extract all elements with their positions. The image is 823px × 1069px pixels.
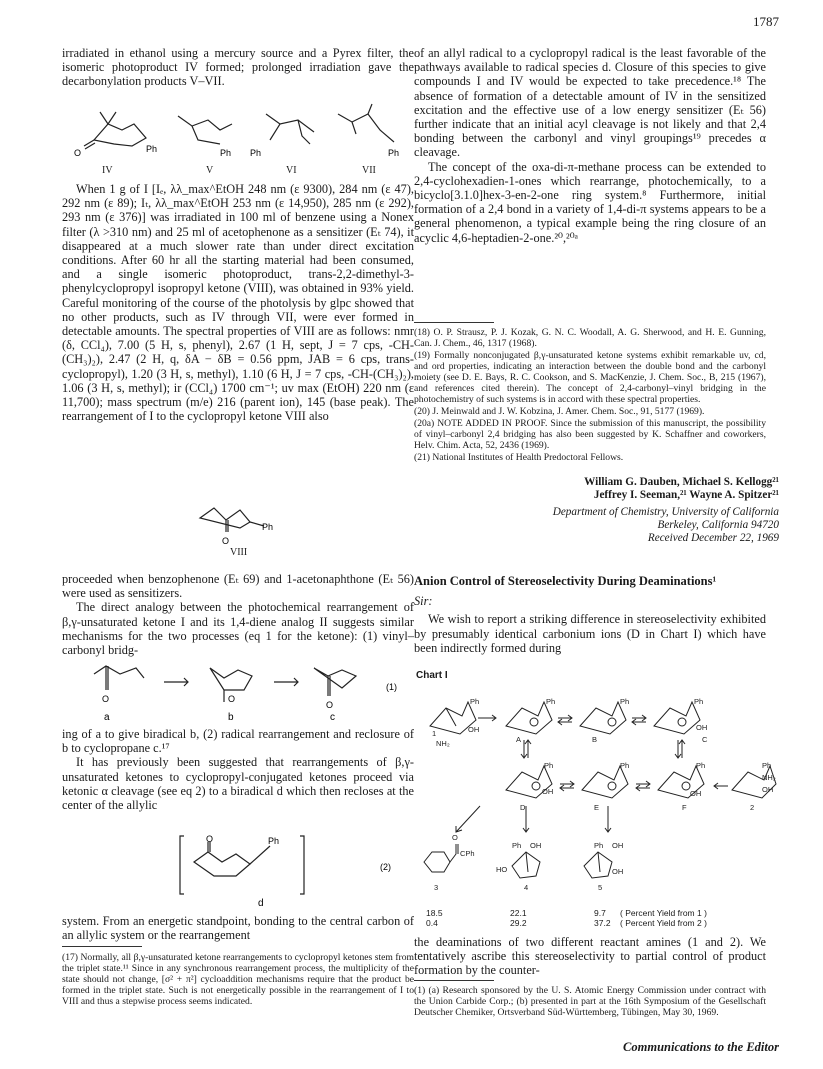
chart-i-scheme (416, 686, 778, 906)
chart-label: Ph (696, 761, 706, 770)
label-a: a (104, 712, 110, 723)
label-v: V (206, 165, 214, 176)
yield-cell: ( Percent Yield from 2 ) (620, 918, 707, 928)
label-ph: Ph (388, 148, 400, 158)
chart-label: HO (496, 865, 508, 874)
affiliation-line: Berkeley, California 94720 (657, 519, 779, 532)
left-top-text (62, 46, 414, 89)
chart-label: NH₂ (436, 739, 450, 748)
chart-label: OH (542, 787, 554, 796)
author-line: Jeffrey I. Seeman,²¹ Wayne A. Spitzer²¹ (593, 489, 779, 502)
page-footer: Communications to the Editor (623, 1040, 779, 1054)
author-line: William G. Dauben, Michael S. Kellogg²¹ (584, 476, 779, 488)
structures-iv-vii (70, 100, 415, 162)
paragraph: The concept of the oxa-di-π-methane process can be extended to 2,4-cyclohexadien-1-ones which rearrange, photochemically, to a bicyclo[3.1.0]hex-3-en-2-one ring system.⁸ Furthermore, initial formation of a 2,4 bond in a variety of 1,4-di-π systems appears to be a general phenomenon, a typical example being the ring closure of an acyclic 4,6-heptadien-2-one.²⁰,²⁰ᵃ (414, 159, 766, 245)
chart-label: OH (612, 841, 624, 850)
left-top-text-2 (62, 182, 414, 423)
chart-label: Ph (762, 761, 772, 770)
yield-cell: 37.2 (594, 918, 611, 928)
label-d: d (258, 898, 264, 908)
chart-label: OH (762, 785, 774, 794)
equation-2 (150, 830, 410, 908)
label-o: O (74, 148, 82, 158)
footnote: (20) J. Meinwald and J. W. Kobzina, J. Amer. Chem. Soc., 91, 5177 (1969). (414, 406, 705, 417)
chart-label: CPh (460, 849, 475, 858)
label-o: O (228, 694, 236, 704)
chart-label: 1 (432, 729, 437, 738)
paragraph: We wish to report a striking difference in stereoselectivity exhibited by presumably identical carbonium ions (D in Chart I) which have been indirectly formed during (414, 612, 766, 655)
footnote: (20a) NOTE ADDED IN PROOF. Since the submission of this manuscript, the possibility of vinyl–carbonyl 2,4 bridging has also been suggested by K. Schaffner and coworkers, Helv. Chim. Acta, 52, 2436 (1969). (414, 418, 766, 451)
chart-label: OH (690, 789, 702, 798)
chart-label: 3 (434, 883, 439, 892)
label-ph: Ph (220, 148, 232, 158)
footnote: (19) Formally nonconjugated β,γ-unsaturated ketone systems exhibit remarkable uv, cd, and ord properties, indicating an interaction between the double bond and the carbonyl moiety (see D. E. Bays, R. C. Cookson, and S. MacKenzie, J. Chem. Soc., B, 215 (1967), and references cited therein). The concept of 2,4-carbonyl–vinyl bridging in the photochemistry of such systems is in accord with these spectral properties. (414, 350, 766, 405)
left-bottom-text-3 (62, 914, 414, 942)
left-bottom-text-2 (62, 727, 414, 812)
label-vii: VII (362, 165, 376, 176)
paragraph: It has previously been suggested that rearrangements of β,γ-unsaturated ketones to cyclopropyl-conjugated ketones proceed via ketonic α cleavage (see eq 2) to a biradical d which then recloses at the center of the allylic (62, 755, 414, 813)
right-top-text (414, 46, 766, 245)
chart-label: Ph (594, 841, 604, 850)
chart-label: Ph (694, 697, 704, 706)
label-c: c (330, 712, 335, 723)
yield-cell: 22.1 (510, 908, 527, 918)
yield-cell: 29.2 (510, 918, 527, 928)
footnote-1 (414, 985, 766, 1019)
chart-label: D (520, 803, 526, 812)
paragraph: The direct analogy between the photochemical rearrangement of β,γ-unsaturated ketone I and its 1,4-diene analog II suggests similar mechanisms for the two processes (eq 1 for the ketone): (1) vinyl–carbonyl bridg- (62, 600, 414, 658)
label-b: b (228, 712, 234, 723)
paragraph: the deaminations of two different reactant amines (1 and 2). We tentatively ascribe this stereoselectivity to partial control of product formation by the counter- (414, 935, 766, 978)
paragraph: When 1 g of I [Iₑ, λλ_max^EtOH 248 nm (ε 9300), 284 nm (ε 47), 292 nm (ε 89); Iₜ, λλ_max^EtOH 253 nm (ε 14,950), 285 nm (ε 292), 293 nm (ε 376)] was irradiated in 100 ml of benzene using a Nonex filter (λ >310 nm) and 25 ml of acetophenone as a sensitizer (Eₜ 74), it disappeared at a much slower rate than under direct excitation conditions. After 60 hr all the starting material had been consumed, and a single isomeric photoproduct, trans-2,2-dimethyl-3-phenylcyclopropyl isopropyl ketone (VIII), was obtained in 93% yield. Careful monitoring of the course of the photolysis by glpc showed that no other products, such as IV through VII, were ever formed in detectable amounts. The spectral properties of VIII are as follows: nmr (δ, CCl₄), 7.00 (5 H, s, phenyl), 2.67 (1 H, sept, J = 7 cps, -CH-(CH₃)₂), 2.47 (2 H, q, δA − δB = 0.56 ppm, JAB = 6 cps, trans-cyclopropyl), 1.20 (3 H, s, methyl), 1.10 (6 H, J = 7 cps, -CH-(CH₃)₂), 1.06 (3 H, s, methyl); ir (CCl₄) 1700 cm⁻¹; uv max (EtOH) 220 nm (ε 11,700); mass spectrum (m/e) 216 (parent ion), 145 (base peak). The rearrangement of I to the cyclopropyl ketone VIII also (62, 182, 414, 424)
chart-label: O (452, 833, 458, 842)
label-iv: IV (102, 165, 113, 176)
paragraph: proceeded when benzophenone (Eₜ 69) and 1-acetonaphthone (Eₜ 56) were used as sensitizers. (62, 572, 414, 601)
left-bottom-text (62, 572, 414, 657)
label-o: O (206, 834, 214, 844)
footnote: (17) Normally, all β,γ-unsaturated ketone rearrangements to cyclopropyl ketones stem from the triplet state.¹¹ Since in any synchronous rearrangement process, the multiplicity of the state should not change, [σ² + π²] cycloaddition mechanisms require that the product be formed in the triplet state. Such is not energetically possible in the rearrangement of I to VIII and thus a stepwise process seems indicated. (62, 952, 414, 1007)
right-bottom-text-2 (414, 935, 766, 978)
chart-label: Ph (620, 761, 630, 770)
yield-row (426, 918, 786, 928)
label-ph: Ph (250, 148, 262, 158)
yield-cell: 9.7 (594, 908, 606, 918)
chart-label: Ph (470, 697, 480, 706)
footnote: (18) O. P. Strausz, P. J. Kozak, G. N. C. Woodall, A. G. Sherwood, and H. E. Gunning, Can. J. Chem., 46, 1317 (1968). (414, 327, 766, 349)
chart-title: Chart I (416, 670, 448, 681)
chart-label: Ph (544, 761, 554, 770)
yield-cell: ( Percent Yield from 1 ) (620, 908, 707, 918)
chart-label: B (592, 735, 598, 744)
salutation: Sir: (414, 594, 433, 609)
chart-label: F (682, 803, 687, 812)
received-date: Received December 22, 1969 (647, 532, 779, 545)
chart-label: C (702, 735, 708, 744)
equation-1 (80, 660, 410, 724)
article-title: Anion Control of Stereoselectivity During Deaminations¹ (414, 574, 717, 588)
label-vi: VI (286, 165, 297, 176)
label-o: O (222, 536, 230, 546)
yield-cell: 18.5 (426, 908, 443, 918)
right-bottom-text (414, 574, 766, 655)
chart-label: OH (696, 723, 708, 732)
label-ph: Ph (262, 522, 274, 532)
label-ph: Ph (268, 836, 280, 846)
paragraph: system. From an energetic standpoint, bonding to the central carbon of an allylic system or the rearrangement (62, 914, 414, 943)
chart-label: 2 (750, 803, 755, 812)
footnote: (1) (a) Research sponsored by the U. S. Atomic Energy Commission under contract with the Union Carbide Corp.; (b) presented in part at the 16th Symposium of the Gesellschaft Deutscher Chemiker, Ortsverband Süd-Württemberg, Tübingen, May 30, 1969. (414, 985, 766, 1018)
chart-label: Ph (620, 697, 630, 706)
chart-label: Ph (512, 841, 522, 850)
yield-table (426, 908, 786, 928)
authors (584, 476, 779, 502)
page-number: 1787 (753, 14, 779, 29)
chart-label: 5 (598, 883, 603, 892)
chart-label: OH (612, 867, 624, 876)
chart-label: A (516, 735, 522, 744)
chart-label: 4 (524, 883, 529, 892)
equation-number-1: (1) (386, 682, 397, 692)
footnote-17 (62, 952, 414, 1008)
label-ph: Ph (146, 144, 158, 154)
affiliation-line: Department of Chemistry, University of California (552, 506, 779, 518)
yield-cell: 0.4 (426, 918, 438, 928)
chart-label: OH (530, 841, 542, 850)
affiliation (553, 506, 779, 546)
paragraph: of an allyl radical to a cyclopropyl radical is the least favorable of the pathways available to radical species d. Closure of this species to give compounds I and IV would be expected to take precedence.¹⁸ The absence of formation of a detectable amount of IV in the sensitized excitation and the effective use of a low energy sensitizer (Eₜ 56) further indicate that an initial acyl cleavage is not likely and that 2,4 bonding between the carbonyl and vinyl groupings¹⁹ precedes α cleavage. (414, 46, 766, 160)
paragraph: ing of a to give biradical b, (2) radical rearrangement and reclosure of b to cyclopropane c.¹⁷ (62, 727, 414, 756)
chart-label: NH₂ (762, 773, 776, 782)
right-top-footnotes (414, 327, 766, 464)
yield-row (426, 908, 786, 918)
label-viii: VIII (230, 547, 248, 558)
equation-number-2: (2) (380, 862, 391, 872)
label-o: O (326, 700, 334, 710)
footnote-rule (414, 322, 494, 323)
label-o: O (102, 694, 110, 704)
chart-label: E (594, 803, 600, 812)
footnote-rule (414, 980, 494, 981)
chart-label: OH (468, 725, 480, 734)
footnote-rule (62, 946, 142, 947)
paragraph: irradiated in ethanol using a mercury source and a Pyrex filter, the isomeric photoproduct IV formed; prolonged irradiation gave the decarbonylation products V–VII. (62, 46, 414, 89)
chart-label: Ph (546, 697, 556, 706)
footnote: (21) National Institutes of Health Predoctoral Fellows. (414, 452, 624, 463)
